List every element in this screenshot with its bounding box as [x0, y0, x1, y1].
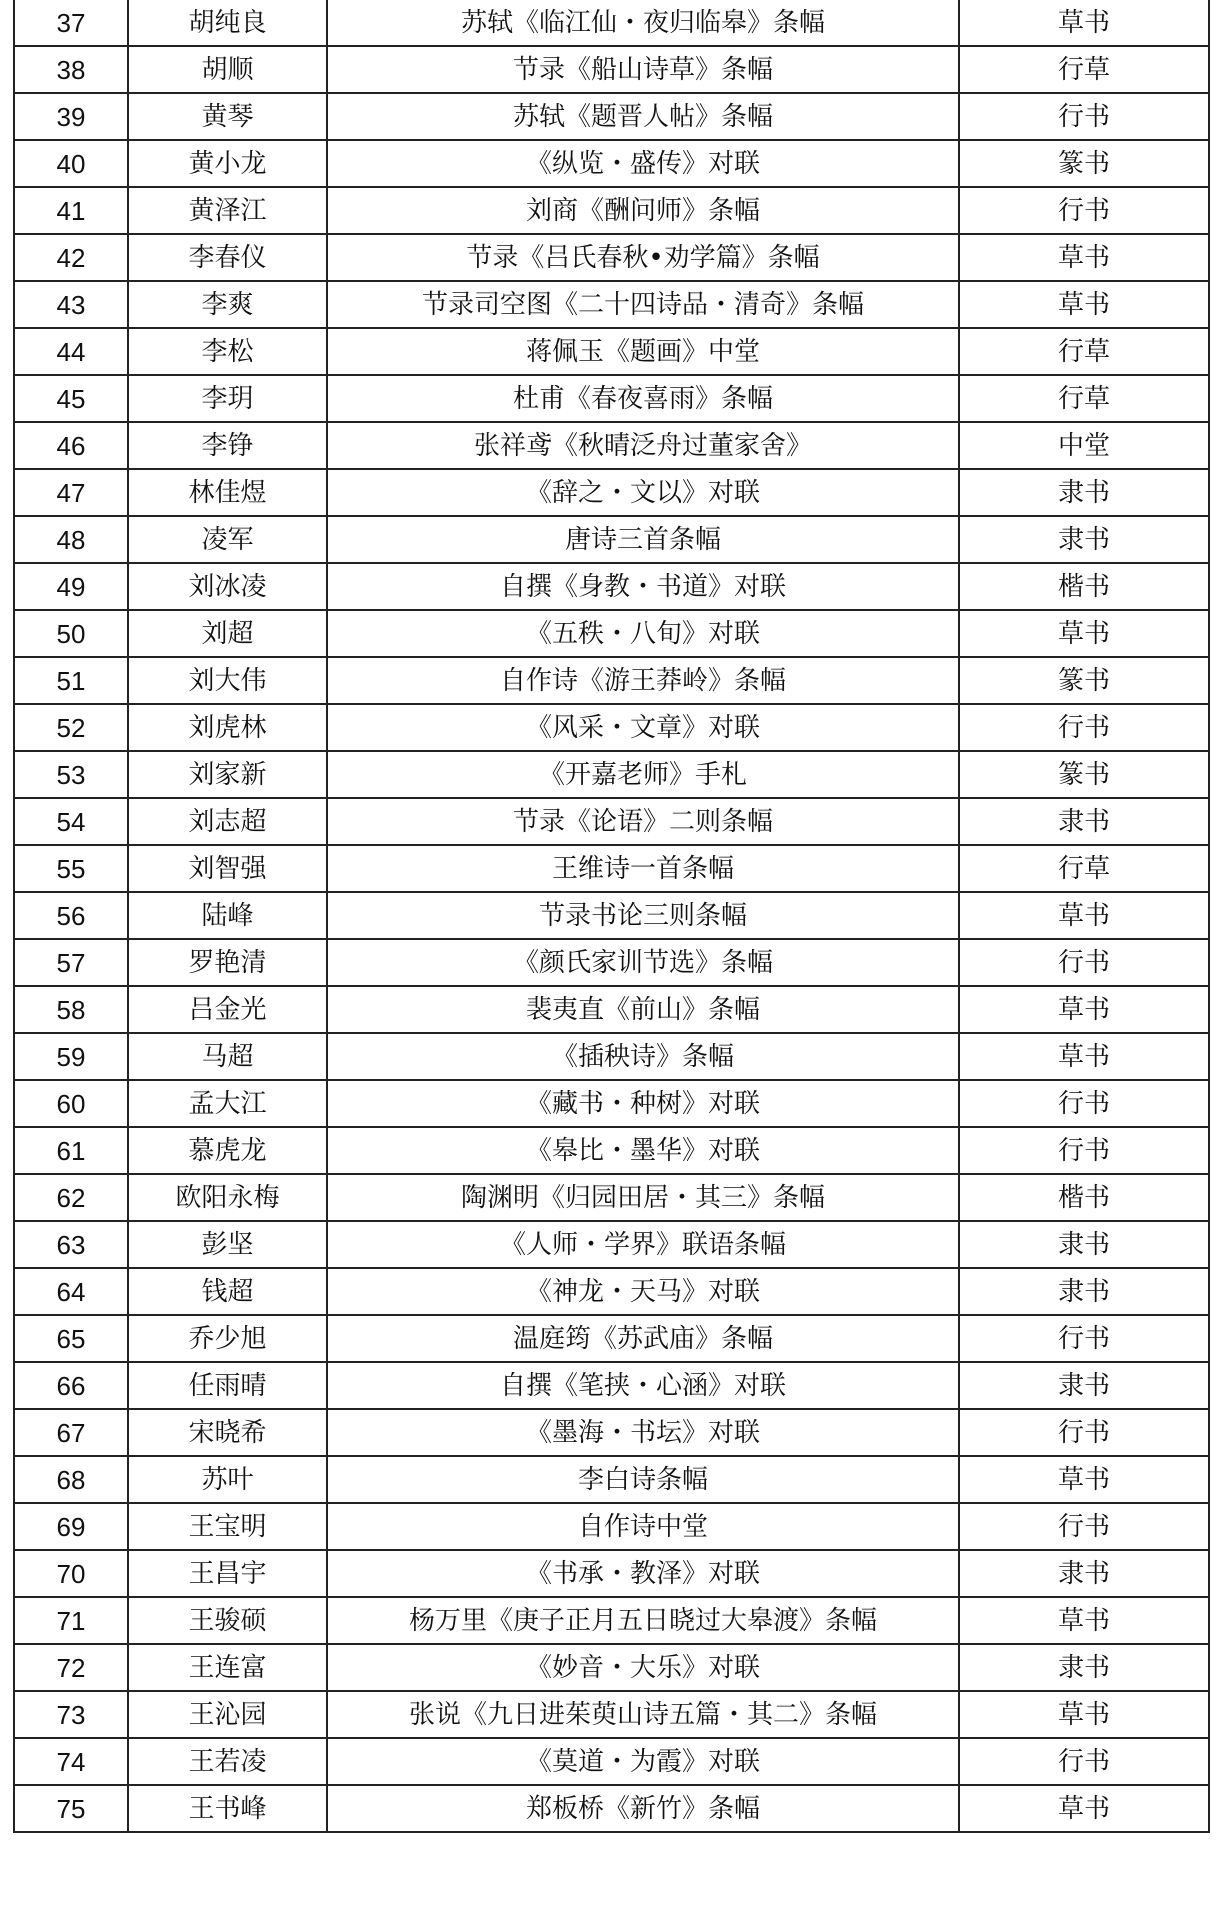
- cell-work: 自作诗中堂: [327, 1503, 959, 1550]
- table-row: [14, 46, 1209, 93]
- cell-name: 李玥: [128, 375, 327, 422]
- cell-script-style: 草书: [959, 281, 1209, 328]
- cell-number: 62: [14, 1174, 128, 1221]
- cell-script-style: 行书: [959, 1503, 1209, 1550]
- cell-work: 郑板桥《新竹》条幅: [327, 1785, 959, 1832]
- cell-script-style: 行书: [959, 187, 1209, 234]
- table-row: [14, 939, 1209, 986]
- table-body: [14, 0, 1209, 1832]
- table-row: [14, 375, 1209, 422]
- cell-work: 节录司空图《二十四诗品・清奇》条幅: [327, 281, 959, 328]
- cell-script-style: 行书: [959, 1127, 1209, 1174]
- cell-number: 65: [14, 1315, 128, 1362]
- cell-number: 39: [14, 93, 128, 140]
- cell-work: 节录书论三则条幅: [327, 892, 959, 939]
- cell-number: 51: [14, 657, 128, 704]
- table-row: [14, 798, 1209, 845]
- cell-name: 吕金光: [128, 986, 327, 1033]
- table-row: [14, 1080, 1209, 1127]
- cell-script-style: 草书: [959, 892, 1209, 939]
- cell-number: 43: [14, 281, 128, 328]
- cell-number: 57: [14, 939, 128, 986]
- cell-number: 44: [14, 328, 128, 375]
- table-row: [14, 516, 1209, 563]
- cell-script-style: 篆书: [959, 657, 1209, 704]
- table-row: [14, 610, 1209, 657]
- cell-number: 41: [14, 187, 128, 234]
- cell-script-style: 草书: [959, 1691, 1209, 1738]
- cell-work: 杨万里《庚子正月五日晓过大皋渡》条幅: [327, 1597, 959, 1644]
- cell-work: 《颜氏家训节选》条幅: [327, 939, 959, 986]
- cell-name: 任雨晴: [128, 1362, 327, 1409]
- cell-script-style: 草书: [959, 234, 1209, 281]
- cell-work: 张说《九日进茱萸山诗五篇・其二》条幅: [327, 1691, 959, 1738]
- cell-script-style: 隶书: [959, 1362, 1209, 1409]
- cell-work: 裴夷直《前山》条幅: [327, 986, 959, 1033]
- cell-name: 苏叶: [128, 1456, 327, 1503]
- cell-number: 66: [14, 1362, 128, 1409]
- table-row: [14, 1738, 1209, 1785]
- table-row: [14, 704, 1209, 751]
- table-row: [14, 751, 1209, 798]
- cell-work: 《墨海・书坛》对联: [327, 1409, 959, 1456]
- cell-script-style: 行草: [959, 328, 1209, 375]
- table-row: [14, 1127, 1209, 1174]
- cell-script-style: 行草: [959, 46, 1209, 93]
- cell-script-style: 隶书: [959, 1221, 1209, 1268]
- cell-script-style: 行书: [959, 704, 1209, 751]
- cell-script-style: 行书: [959, 1080, 1209, 1127]
- table-row: [14, 469, 1209, 516]
- table-row: [14, 892, 1209, 939]
- cell-number: 55: [14, 845, 128, 892]
- cell-number: 73: [14, 1691, 128, 1738]
- cell-work: 唐诗三首条幅: [327, 516, 959, 563]
- cell-work: 《纵览・盛传》对联: [327, 140, 959, 187]
- cell-number: 45: [14, 375, 128, 422]
- cell-work: 自撰《身教・书道》对联: [327, 563, 959, 610]
- table-row: [14, 93, 1209, 140]
- table-row: [14, 1597, 1209, 1644]
- table-row: [14, 1550, 1209, 1597]
- cell-name: 李爽: [128, 281, 327, 328]
- cell-number: 58: [14, 986, 128, 1033]
- cell-work: 苏轼《题晋人帖》条幅: [327, 93, 959, 140]
- cell-number: 38: [14, 46, 128, 93]
- cell-script-style: 草书: [959, 1456, 1209, 1503]
- table-row: [14, 1691, 1209, 1738]
- cell-script-style: 楷书: [959, 1174, 1209, 1221]
- table-row: [14, 1456, 1209, 1503]
- cell-work: 《五秩・八旬》对联: [327, 610, 959, 657]
- cell-name: 孟大江: [128, 1080, 327, 1127]
- table-row: [14, 845, 1209, 892]
- table-row: [14, 1644, 1209, 1691]
- table-row: [14, 1174, 1209, 1221]
- cell-number: 50: [14, 610, 128, 657]
- cell-name: 彭坚: [128, 1221, 327, 1268]
- cell-name: 钱超: [128, 1268, 327, 1315]
- cell-number: 71: [14, 1597, 128, 1644]
- table-row: [14, 1785, 1209, 1832]
- cell-work: 自作诗《游王莽岭》条幅: [327, 657, 959, 704]
- cell-script-style: 草书: [959, 1033, 1209, 1080]
- cell-script-style: 隶书: [959, 516, 1209, 563]
- table-row: [14, 1221, 1209, 1268]
- cell-name: 刘家新: [128, 751, 327, 798]
- cell-name: 王骏硕: [128, 1597, 327, 1644]
- cell-name: 黄泽江: [128, 187, 327, 234]
- table-row: [14, 328, 1209, 375]
- cell-script-style: 隶书: [959, 469, 1209, 516]
- cell-work: 温庭筠《苏武庙》条幅: [327, 1315, 959, 1362]
- cell-number: 53: [14, 751, 128, 798]
- cell-script-style: 草书: [959, 986, 1209, 1033]
- cell-name: 王昌宇: [128, 1550, 327, 1597]
- cell-work: 《风采・文章》对联: [327, 704, 959, 751]
- cell-name: 王书峰: [128, 1785, 327, 1832]
- cell-name: 刘志超: [128, 798, 327, 845]
- cell-work: 《辞之・文以》对联: [327, 469, 959, 516]
- cell-script-style: 草书: [959, 1597, 1209, 1644]
- cell-work: 《开嘉老师》手札: [327, 751, 959, 798]
- cell-work: 《人师・学界》联语条幅: [327, 1221, 959, 1268]
- cell-work: 李白诗条幅: [327, 1456, 959, 1503]
- cell-work: 王维诗一首条幅: [327, 845, 959, 892]
- table-row: [14, 422, 1209, 469]
- cell-name: 黄小龙: [128, 140, 327, 187]
- cell-script-style: 行草: [959, 845, 1209, 892]
- cell-name: 刘虎林: [128, 704, 327, 751]
- cell-number: 75: [14, 1785, 128, 1832]
- cell-name: 陆峰: [128, 892, 327, 939]
- cell-name: 欧阳永梅: [128, 1174, 327, 1221]
- table-row: [14, 986, 1209, 1033]
- cell-name: 王宝明: [128, 1503, 327, 1550]
- table-row: [14, 234, 1209, 281]
- cell-script-style: 行书: [959, 939, 1209, 986]
- cell-work: 《皋比・墨华》对联: [327, 1127, 959, 1174]
- cell-name: 李春仪: [128, 234, 327, 281]
- cell-number: 46: [14, 422, 128, 469]
- cell-number: 67: [14, 1409, 128, 1456]
- cell-number: 74: [14, 1738, 128, 1785]
- cell-number: 64: [14, 1268, 128, 1315]
- cell-name: 宋晓希: [128, 1409, 327, 1456]
- table-row: [14, 1268, 1209, 1315]
- cell-name: 黄琴: [128, 93, 327, 140]
- cell-name: 乔少旭: [128, 1315, 327, 1362]
- cell-number: 40: [14, 140, 128, 187]
- cell-script-style: 篆书: [959, 140, 1209, 187]
- cell-number: 37: [14, 0, 128, 46]
- cell-name: 刘冰凌: [128, 563, 327, 610]
- cell-work: 张祥鸢《秋晴泛舟过董家舍》: [327, 422, 959, 469]
- cell-script-style: 隶书: [959, 1550, 1209, 1597]
- cell-name: 凌军: [128, 516, 327, 563]
- cell-work: 刘商《酬问师》条幅: [327, 187, 959, 234]
- cell-work: 蒋佩玉《题画》中堂: [327, 328, 959, 375]
- cell-script-style: 篆书: [959, 751, 1209, 798]
- cell-script-style: 行书: [959, 93, 1209, 140]
- cell-work: 自撰《笔挟・心涵》对联: [327, 1362, 959, 1409]
- cell-script-style: 行草: [959, 375, 1209, 422]
- cell-script-style: 行书: [959, 1738, 1209, 1785]
- cell-name: 刘智强: [128, 845, 327, 892]
- cell-work: 《妙音・大乐》对联: [327, 1644, 959, 1691]
- cell-name: 胡纯良: [128, 0, 327, 46]
- cell-name: 马超: [128, 1033, 327, 1080]
- table-row: [14, 281, 1209, 328]
- cell-name: 刘大伟: [128, 657, 327, 704]
- table-row: [14, 657, 1209, 704]
- cell-number: 72: [14, 1644, 128, 1691]
- cell-script-style: 行书: [959, 1315, 1209, 1362]
- cell-number: 47: [14, 469, 128, 516]
- table-row: [14, 0, 1209, 46]
- table-row: [14, 1503, 1209, 1550]
- cell-number: 54: [14, 798, 128, 845]
- table-row: [14, 1409, 1209, 1456]
- table-row: [14, 1033, 1209, 1080]
- cell-script-style: 行书: [959, 1409, 1209, 1456]
- cell-name: 王连富: [128, 1644, 327, 1691]
- participant-table: [13, 0, 1210, 1833]
- cell-number: 49: [14, 563, 128, 610]
- cell-name: 王沁园: [128, 1691, 327, 1738]
- table-row: [14, 563, 1209, 610]
- cell-number: 48: [14, 516, 128, 563]
- cell-name: 胡顺: [128, 46, 327, 93]
- cell-work: 《莫道・为霞》对联: [327, 1738, 959, 1785]
- cell-name: 李松: [128, 328, 327, 375]
- cell-number: 60: [14, 1080, 128, 1127]
- cell-work: 陶渊明《归园田居・其三》条幅: [327, 1174, 959, 1221]
- cell-number: 63: [14, 1221, 128, 1268]
- cell-number: 69: [14, 1503, 128, 1550]
- cell-script-style: 草书: [959, 610, 1209, 657]
- cell-work: 《藏书・种树》对联: [327, 1080, 959, 1127]
- cell-script-style: 隶书: [959, 1644, 1209, 1691]
- cell-script-style: 隶书: [959, 1268, 1209, 1315]
- cell-script-style: 草书: [959, 1785, 1209, 1832]
- cell-work: 《插秧诗》条幅: [327, 1033, 959, 1080]
- cell-script-style: 草书: [959, 0, 1209, 46]
- cell-script-style: 楷书: [959, 563, 1209, 610]
- cell-work: 节录《论语》二则条幅: [327, 798, 959, 845]
- cell-work: 节录《船山诗草》条幅: [327, 46, 959, 93]
- cell-work: 杜甫《春夜喜雨》条幅: [327, 375, 959, 422]
- cell-number: 70: [14, 1550, 128, 1597]
- cell-name: 林佳煜: [128, 469, 327, 516]
- cell-number: 61: [14, 1127, 128, 1174]
- cell-work: 《神龙・天马》对联: [327, 1268, 959, 1315]
- cell-number: 52: [14, 704, 128, 751]
- cell-work: 苏轼《临江仙・夜归临皋》条幅: [327, 0, 959, 46]
- cell-name: 罗艳清: [128, 939, 327, 986]
- cell-name: 李铮: [128, 422, 327, 469]
- cell-number: 42: [14, 234, 128, 281]
- cell-name: 王若凌: [128, 1738, 327, 1785]
- cell-name: 慕虎龙: [128, 1127, 327, 1174]
- cell-name: 刘超: [128, 610, 327, 657]
- cell-work: 《书承・教泽》对联: [327, 1550, 959, 1597]
- table-row: [14, 1362, 1209, 1409]
- cell-number: 59: [14, 1033, 128, 1080]
- cell-script-style: 隶书: [959, 798, 1209, 845]
- table-row: [14, 1315, 1209, 1362]
- table-row: [14, 140, 1209, 187]
- cell-work: 节录《吕氏春秋•劝学篇》条幅: [327, 234, 959, 281]
- table-row: [14, 187, 1209, 234]
- cell-script-style: 中堂: [959, 422, 1209, 469]
- cell-number: 56: [14, 892, 128, 939]
- cell-number: 68: [14, 1456, 128, 1503]
